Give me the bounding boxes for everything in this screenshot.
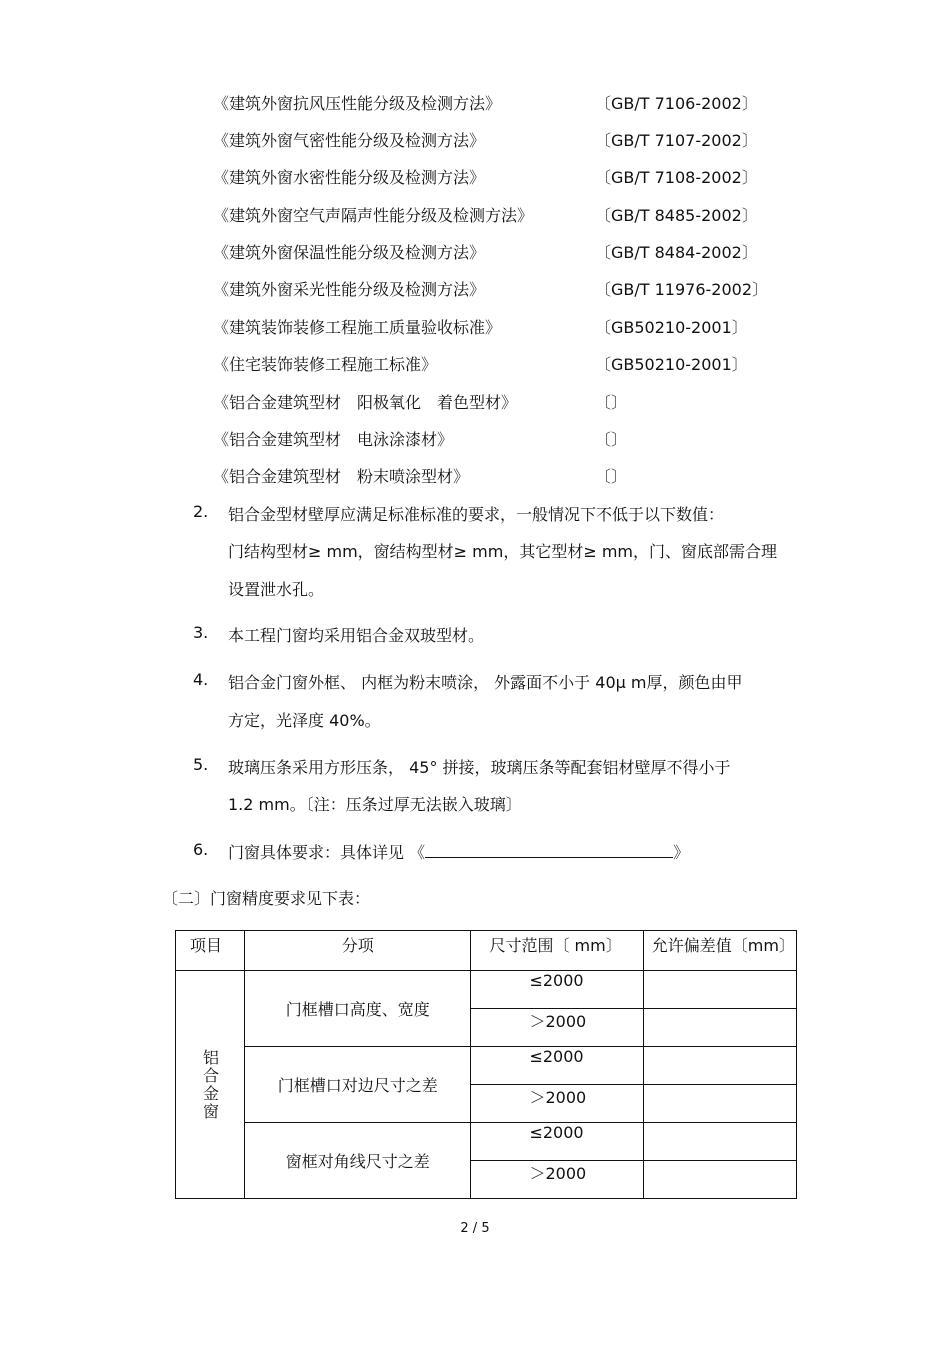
- tolerance-cell: [643, 1123, 796, 1161]
- standard-title: 《建筑外窗抗风压性能分级及检测方法》: [213, 94, 502, 113]
- header-tolerance: 允许偏差值〔mm〕: [643, 931, 796, 971]
- standard-code: 〔GB50210-2001〕: [595, 355, 748, 374]
- group-cell: [176, 971, 245, 1199]
- item-text: 门结构型材≥ mm，窗结构型材≥ mm，其它型材≥ mm，门、窗底部需合理: [228, 542, 777, 561]
- item-text: [228, 840, 689, 863]
- standard-title: 《铝合金建筑型材 电泳涂漆材》: [213, 430, 454, 449]
- standard-title: 《建筑装饰装修工程施工质量验收标准》: [213, 318, 502, 337]
- section-heading: 〔二〕门窗精度要求见下表：: [162, 889, 371, 908]
- standard-code: 〔GB/T 8485-2002〕: [595, 206, 758, 225]
- standard-row: [0, 240, 950, 264]
- table-row: [176, 971, 797, 1009]
- range-cell: ＞2000: [471, 1161, 643, 1199]
- item-text: 铝合金门窗外框、 内框为粉末喷涂， 外露面不小于 40μ m厚，颜色由甲: [228, 673, 743, 692]
- table-row: [176, 1123, 797, 1161]
- standard-row: [0, 464, 950, 488]
- item-text: 设置泄水孔。: [228, 580, 325, 599]
- group-label: 铝合金窗: [200, 1048, 220, 1121]
- item-number: 6.: [193, 840, 209, 859]
- item-number: 5.: [193, 755, 209, 774]
- standard-code: 〔GB/T 7108-2002〕: [595, 168, 758, 187]
- standard-title: 《铝合金建筑型材 阳极氧化 着色型材》: [213, 393, 518, 412]
- standard-row: [0, 277, 950, 301]
- subitem-cell: 窗框对角线尺寸之差: [245, 1123, 471, 1199]
- precision-table: [175, 930, 797, 1199]
- standard-title: 《铝合金建筑型材 粉末喷涂型材》: [213, 467, 470, 486]
- item-text: 玻璃压条采用方形压条， 45° 拼接，玻璃压条等配套铝材壁厚不得小于: [228, 758, 731, 777]
- standard-code: 〔〕: [595, 430, 628, 449]
- item-text: 1.2 mm。〔注：压条过厚无法嵌入玻璃〕: [228, 795, 522, 814]
- table-row: [176, 1047, 797, 1085]
- range-cell: ＞2000: [471, 1009, 643, 1047]
- tolerance-cell: [643, 1047, 796, 1085]
- range-cell: ＞2000: [471, 1085, 643, 1123]
- standard-row: [0, 203, 950, 227]
- fill-in-blank: [425, 843, 673, 858]
- range-cell: ≤2000: [471, 1047, 643, 1085]
- standard-row: [0, 91, 950, 115]
- standard-code: 〔GB/T 11976-2002〕: [595, 280, 769, 299]
- standard-title: 《建筑外窗保温性能分级及检测方法》: [213, 243, 486, 262]
- tolerance-cell: [643, 1161, 796, 1199]
- header-range: 尺寸范围〔 mm〕: [471, 931, 643, 971]
- standard-title: 《建筑外窗空气声隔声性能分级及检测方法》: [213, 206, 534, 225]
- standard-row: [0, 352, 950, 376]
- item-number: 2.: [193, 502, 209, 521]
- header-item: 项目: [176, 931, 245, 971]
- table-header-row: [176, 931, 797, 971]
- standard-code: 〔GB/T 7107-2002〕: [595, 131, 758, 150]
- standard-row: [0, 427, 950, 451]
- item-text: 本工程门窗均采用铝合金双玻型材。: [228, 626, 485, 645]
- item-text: 铝合金型材壁厚应满足标准标准的要求，一般情况下不低于以下数值：: [228, 505, 725, 524]
- range-cell: ≤2000: [471, 1123, 643, 1161]
- item-number: 4.: [193, 670, 209, 689]
- standard-row: [0, 315, 950, 339]
- standard-row: [0, 165, 950, 189]
- standard-code: 〔〕: [595, 393, 628, 412]
- standard-row: [0, 390, 950, 414]
- standard-title: 《建筑外窗气密性能分级及检测方法》: [213, 131, 486, 150]
- range-cell: ≤2000: [471, 971, 643, 1009]
- tolerance-cell: [643, 1085, 796, 1123]
- item-text-close: 》: [673, 843, 690, 862]
- tolerance-cell: [643, 1009, 796, 1047]
- standard-title: 《建筑外窗采光性能分级及检测方法》: [213, 280, 486, 299]
- page-number: 2 / 5: [460, 1221, 490, 1236]
- item-number: 3.: [193, 623, 209, 642]
- standard-title: 《建筑外窗水密性能分级及检测方法》: [213, 168, 486, 187]
- standard-row: [0, 128, 950, 152]
- item-text: 方定，光泽度 40%。: [228, 711, 381, 730]
- standard-code: 〔GB/T 8484-2002〕: [595, 243, 758, 262]
- standard-code: 〔〕: [595, 467, 628, 486]
- subitem-cell: 门框槽口对边尺寸之差: [245, 1047, 471, 1123]
- tolerance-cell: [643, 971, 796, 1009]
- subitem-cell: 门框槽口高度、宽度: [245, 971, 471, 1047]
- standard-title: 《住宅装饰装修工程施工标准》: [213, 355, 438, 374]
- standard-code: 〔GB50210-2001〕: [595, 318, 748, 337]
- standard-code: 〔GB/T 7106-2002〕: [595, 94, 758, 113]
- item-text-lead: 门窗具体要求：具体详见 《: [228, 843, 426, 862]
- header-subitem: 分项: [245, 931, 471, 971]
